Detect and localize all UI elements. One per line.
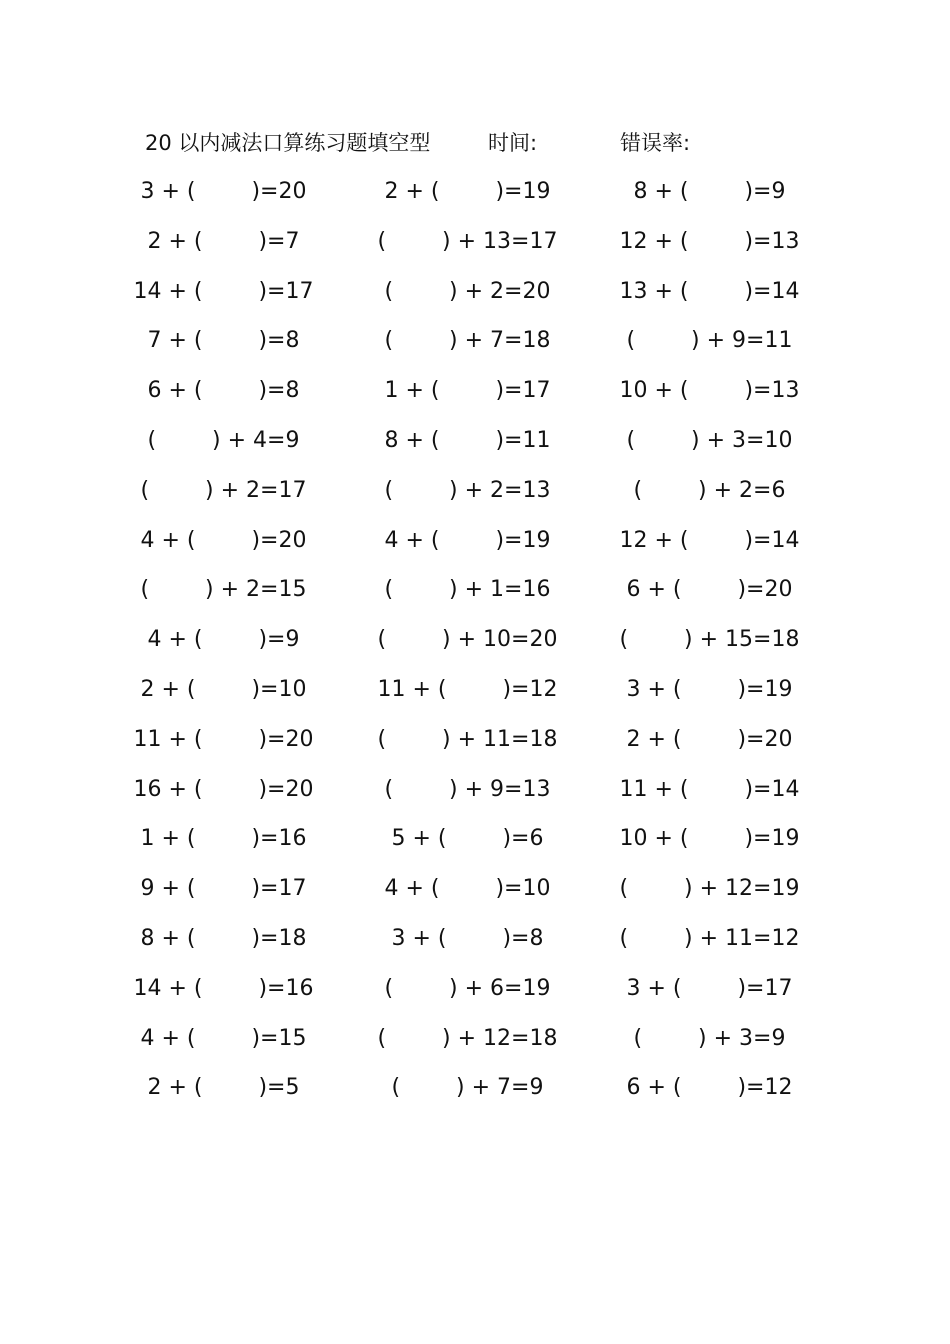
problem-row [0, 773, 950, 823]
problem-row [0, 1071, 950, 1121]
problem-item: ( ) + 11=18 [377, 726, 558, 752]
problem-row [0, 324, 950, 374]
problem-item: 4 + ( )=19 [384, 527, 551, 553]
problem-item: ( ) + 9=11 [626, 328, 793, 354]
problem-item: ( ) + 7=9 [391, 1075, 544, 1101]
problem-item: ( ) + 11=12 [619, 925, 800, 951]
problem-row [0, 1022, 950, 1072]
problem-item: ( ) + 2=13 [384, 477, 551, 503]
problem-item: 3 + ( )=8 [391, 925, 544, 951]
problem-item: 6 + ( )=8 [147, 378, 300, 404]
problem-row [0, 872, 950, 922]
problem-item: 4 + ( )=10 [384, 876, 551, 902]
problem-item: 2 + ( )=20 [626, 726, 793, 752]
problem-item: 2 + ( )=10 [140, 676, 307, 702]
problem-row [0, 524, 950, 574]
problem-item: ( ) + 12=18 [377, 1025, 558, 1051]
problem-item: ( ) + 2=17 [140, 477, 307, 503]
problem-item: ( ) + 2=20 [384, 278, 551, 304]
problem-row [0, 175, 950, 225]
problem-item: ( ) + 2=15 [140, 577, 307, 603]
problem-item: 12 + ( )=13 [619, 228, 800, 254]
problem-item: ( ) + 2=6 [633, 477, 786, 503]
problem-item: 1 + ( )=16 [140, 826, 307, 852]
error-rate-label: 错误率: [620, 131, 691, 155]
problem-item: 2 + ( )=7 [147, 228, 300, 254]
problem-item: 9 + ( )=17 [140, 876, 307, 902]
problem-row [0, 374, 950, 424]
problem-item: 8 + ( )=11 [384, 427, 551, 453]
problem-item: 7 + ( )=8 [147, 328, 300, 354]
problem-item: ( ) + 1=16 [384, 577, 551, 603]
problem-item: 8 + ( )=18 [140, 925, 307, 951]
problem-item: 10 + ( )=13 [619, 378, 800, 404]
problem-item: 6 + ( )=20 [626, 577, 793, 603]
problem-grid [0, 175, 950, 1121]
problem-row [0, 424, 950, 474]
problem-item: ( ) + 9=13 [384, 776, 551, 802]
problem-item: 4 + ( )=15 [140, 1025, 307, 1051]
problem-item: 11 + ( )=20 [133, 726, 314, 752]
problem-item: 11 + ( )=14 [619, 776, 800, 802]
problem-item: ( ) + 4=9 [147, 427, 300, 453]
problem-item: ( ) + 12=19 [619, 876, 800, 902]
problem-row [0, 474, 950, 524]
problem-item: 4 + ( )=20 [140, 527, 307, 553]
problem-item: 16 + ( )=20 [133, 776, 314, 802]
problem-row [0, 573, 950, 623]
problem-item: ( ) + 13=17 [377, 228, 558, 254]
problem-item: 3 + ( )=19 [626, 676, 793, 702]
worksheet-header [0, 126, 950, 160]
problem-item: 12 + ( )=14 [619, 527, 800, 553]
problem-row [0, 972, 950, 1022]
problem-item: 14 + ( )=17 [133, 278, 314, 304]
problem-item: 5 + ( )=6 [391, 826, 544, 852]
problem-item: 4 + ( )=9 [147, 627, 300, 653]
problem-item: 2 + ( )=5 [147, 1075, 300, 1101]
problem-row [0, 922, 950, 972]
problem-row [0, 673, 950, 723]
problem-item: ( ) + 7=18 [384, 328, 551, 354]
problem-item: 8 + ( )=9 [633, 179, 786, 204]
time-label: 时间: [488, 131, 538, 155]
problem-item: 14 + ( )=16 [133, 975, 314, 1001]
problem-row [0, 275, 950, 325]
problem-item: ( ) + 15=18 [619, 627, 800, 653]
problem-item: ( ) + 3=9 [633, 1025, 786, 1051]
problem-item: ( ) + 10=20 [377, 627, 558, 653]
problem-item: 13 + ( )=14 [619, 278, 800, 304]
problem-item: 3 + ( )=20 [140, 179, 307, 204]
problem-item: 6 + ( )=12 [626, 1075, 793, 1101]
problem-row [0, 225, 950, 275]
problem-item: 3 + ( )=17 [626, 975, 793, 1001]
problem-item: 10 + ( )=19 [619, 826, 800, 852]
worksheet-title: 20 以内减法口算练习题填空型 [145, 131, 431, 155]
problem-row [0, 723, 950, 773]
problem-item: ( ) + 6=19 [384, 975, 551, 1001]
problem-row [0, 822, 950, 872]
problem-item: ( ) + 3=10 [626, 427, 793, 453]
problem-item: 1 + ( )=17 [384, 378, 551, 404]
problem-item: 11 + ( )=12 [377, 676, 558, 702]
problem-item: 2 + ( )=19 [384, 179, 551, 204]
problem-row [0, 623, 950, 673]
